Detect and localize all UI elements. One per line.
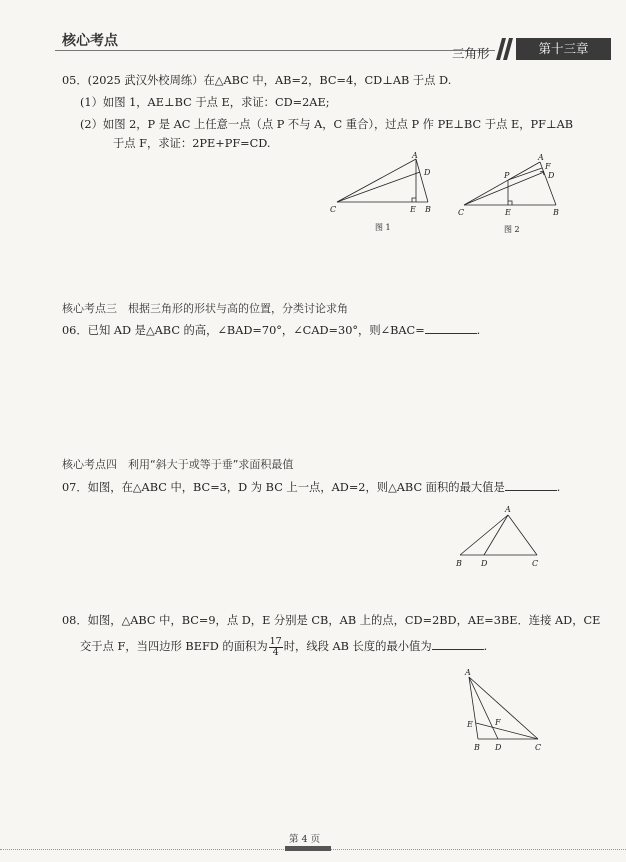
q05-figure-2 [458,150,568,236]
q07-answer-blank[interactable] [505,478,557,491]
fig2-label-c: C [458,208,465,217]
fig1-label-c: C [330,205,337,214]
fig2-label-e: E [505,208,511,217]
q08-line2-pre: 交于点 F，当四边形 BEFD 的面积为 [80,640,268,653]
fig2-label-d: D [548,171,555,180]
q07-label-a: A [505,505,511,514]
q06-end: . [476,324,481,337]
q05-figure-1 [330,150,440,236]
fig2-label-a: A [538,153,544,162]
fig1-label-a: A [412,151,418,160]
q07-label-d: D [481,559,488,568]
q08-line2 [80,635,487,659]
section-4-title: 核心考点四 利用“斜大于或等于垂”求面积最值 [62,458,294,471]
header-slash-decoration [496,38,516,60]
q05-line2: (1）如图 1，AE⊥BC 于点 E，求证：CD=2AE; [80,96,330,109]
q07-label-c: C [532,559,539,568]
q07-text [62,478,560,496]
fig1-label-e: E [410,205,416,214]
q08-line1: 08．如图，△ABC 中，BC=9，点 D，E 分别是 CB，AB 上的点，CD=2BD，AE=3BE．连接 AD，CE [62,614,601,627]
footer-bar [285,846,331,851]
q05-line3: (2）如图 2，P 是 AC 上任意一点（点 P 不与 A，C 重合），过点 P 作 PE⊥BC 于点 E，PF⊥AB [80,118,574,131]
fig1-caption: 图 1 [375,223,391,232]
fig2-label-b: B [553,208,559,217]
fig2-label-f: F [545,162,551,171]
q07-question: 07．如图，在△ABC 中，BC=3，D 为 BC 上一点，AD=2，则△ABC 面积的最大值是 [62,481,505,494]
q08-frac-num: 17 [269,635,282,647]
page-number: 第 4 页 [289,834,321,845]
q06-question: 06．已知 AD 是△ABC 的高，∠BAD=70°，∠CAD=30°，则∠BAC= [62,324,425,337]
q08-label-b: B [474,743,480,752]
q08-fraction [269,637,283,658]
q07-end: . [556,481,561,494]
q07-label-b: B [456,559,462,568]
q06-text [62,321,480,339]
fig1-label-b: B [425,205,431,214]
section-3-title: 核心考点三 根据三角形的形状与高的位置，分类讨论求角 [62,302,348,315]
fig1-label-d: D [424,168,431,177]
q08-figure [458,665,548,757]
q08-answer-blank[interactable] [432,637,484,650]
q08-frac-den: 4 [272,646,279,658]
q08-label-a: A [465,668,471,677]
q07-figure [450,502,550,572]
header-left-title: 核心考点 [62,33,118,49]
q08-label-f: F [495,718,501,727]
header-rule [55,50,495,51]
q05-line4: 于点 F，求证：2PE+PF=CD. [113,137,271,150]
q08-label-c: C [535,743,542,752]
q06-answer-blank[interactable] [425,321,477,334]
q08-line2-post: 时，线段 AB 长度的最小值为 [283,640,432,653]
header-topic: 三角形 [452,46,490,61]
fig2-label-p: P [504,171,510,180]
q08-label-e: E [467,720,473,729]
fig2-caption: 图 2 [504,225,520,234]
q05-line1: 05．(2025 武汉外校周练）在△ABC 中，AB=2，BC=4，CD⊥AB 于点 D. [62,74,452,87]
q08-label-d: D [495,743,502,752]
header-chapter-badge: 第十三章 [516,38,611,60]
q08-end: . [483,640,488,653]
